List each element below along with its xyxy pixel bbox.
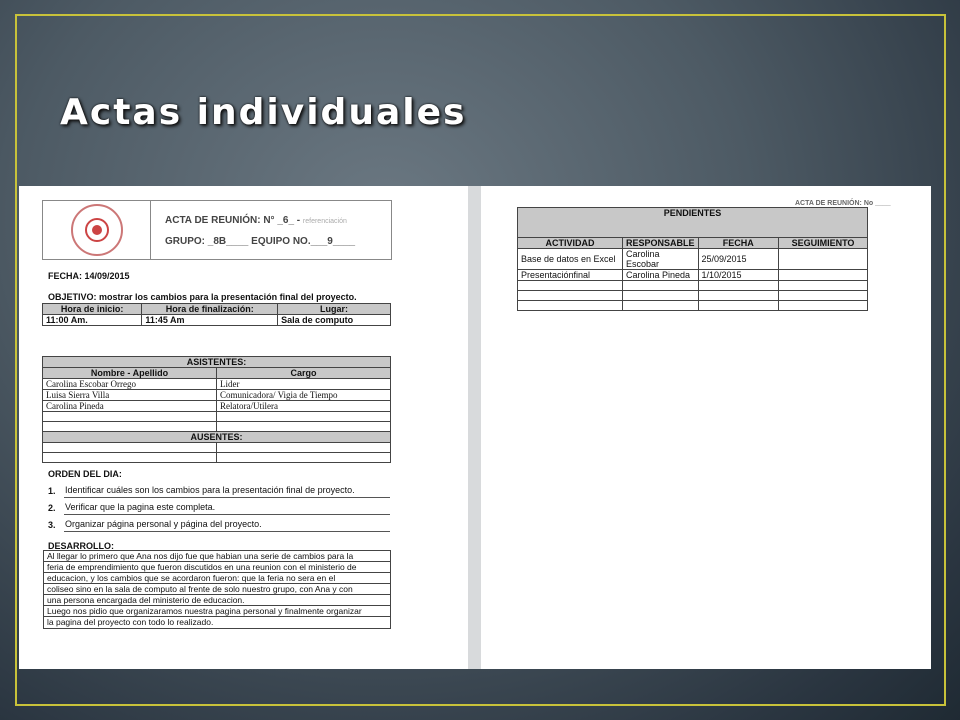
school-seal-icon: [71, 204, 123, 256]
col-fecha-header: FECHA: [698, 238, 779, 249]
seguimiento-cell: [779, 249, 868, 270]
asistente-cargo: Comunicadora/ Vigia de Tiempo: [217, 390, 391, 401]
table-row: [518, 291, 868, 301]
table-row: [43, 422, 391, 432]
asistente-name: [43, 422, 217, 432]
hora-table: [42, 303, 391, 326]
responsable-cell: Carolina Escobar: [623, 249, 699, 270]
pendientes-title: PENDIENTES: [518, 208, 868, 238]
col-actividad-header: ACTIVIDAD: [518, 238, 623, 249]
table-row: [518, 281, 868, 291]
orden-text: Identificar cuáles son los cambios para la presentación final de proyecto.: [64, 485, 390, 498]
asistente-name: [43, 412, 217, 422]
seguimiento-cell: [779, 301, 868, 311]
fecha-label: FECHA:: [48, 271, 82, 281]
desarrollo-line: Al llegar lo primero que Ana nos dijo fue que habian una serie de cambios para la: [44, 551, 390, 562]
asistente-cargo: Relatora/Utilera: [217, 401, 391, 412]
col-seguimiento-header: SEGUIMIENTO: [779, 238, 868, 249]
fecha-cell: [698, 291, 779, 301]
objetivo-line: OBJETIVO: mostrar los cambios para la presentación final del proyecto.: [48, 292, 357, 302]
table-row: [43, 453, 391, 463]
desarrollo-line: coliseo sino en la sala de computo al frente de solo nuestro grupo, con Ana y con: [44, 584, 390, 595]
slide-title: Actas individuales: [60, 92, 467, 133]
asistente-name: Carolina Escobar Orrego: [43, 379, 217, 390]
logo-cell: [43, 201, 151, 259]
lugar-value: Sala de computo: [278, 315, 391, 326]
orden-num: 2.: [48, 503, 56, 513]
asistente-name: Luisa Sierra Villa: [43, 390, 217, 401]
acta-no-label: ACTA DE REUNIÓN: No ____: [795, 200, 891, 207]
asistente-cargo: [217, 412, 391, 422]
orden-title: ORDEN DEL DIA:: [48, 469, 122, 479]
fecha-cell: 25/09/2015: [698, 249, 779, 270]
document-page-2: [481, 186, 931, 669]
table-row: [43, 443, 391, 453]
ausente-name: [43, 443, 217, 453]
desarrollo-title: DESARROLLO:: [48, 541, 114, 551]
table-row: [518, 301, 868, 311]
responsable-cell: [623, 301, 699, 311]
ausente-cargo: [217, 453, 391, 463]
orden-text: Verificar que la pagina este completa.: [64, 502, 390, 515]
col-nombre-header: Nombre - Apellido: [43, 368, 217, 379]
hora-fin-value: 11:45 Am: [142, 315, 278, 326]
table-row: [518, 249, 868, 270]
table-row: [518, 270, 868, 281]
orden-num: 3.: [48, 520, 56, 530]
hora-fin-header: Hora de finalización:: [142, 304, 278, 315]
responsable-cell: Carolina Pineda: [623, 270, 699, 281]
seguimiento-cell: [779, 291, 868, 301]
col-responsable-header: RESPONSABLE: [623, 238, 699, 249]
actividad-cell: [518, 301, 623, 311]
fecha-cell: 1/10/2015: [698, 270, 779, 281]
fecha-cell: [698, 281, 779, 291]
desarrollo-line: una persona encargada del ministerio de educacion.: [44, 595, 390, 606]
seguimiento-cell: [779, 281, 868, 291]
list-item: [48, 515, 390, 532]
list-item: [48, 481, 390, 498]
desarrollo-line: Luego nos pidio que organizaramos nuestra pagina personal y finalmente organizar: [44, 606, 390, 617]
orden-list: [48, 481, 390, 532]
actividad-cell: Base de datos en Excel: [518, 249, 623, 270]
header-text: [151, 201, 355, 259]
hora-inicio-header: Hora de inicio:: [43, 304, 142, 315]
fecha-line: [48, 271, 130, 281]
acta-number: ACTA DE REUNIÓN: N° _6_ -: [165, 215, 301, 226]
desarrollo-line: la pagina del proyecto con todo lo realizado.: [47, 617, 214, 627]
responsable-cell: [623, 291, 699, 301]
ausente-cargo: [217, 443, 391, 453]
asistente-cargo: [217, 422, 391, 432]
responsable-cell: [623, 281, 699, 291]
orden-num: 1.: [48, 486, 56, 496]
fecha-cell: [698, 301, 779, 311]
asistente-name: Carolina Pineda: [43, 401, 217, 412]
table-row: [43, 412, 391, 422]
lugar-header: Lugar:: [278, 304, 391, 315]
desarrollo-line: feria de emprendimiento que fueron discutidos en una reunion con el ministerio de: [44, 562, 390, 573]
ausente-name: [43, 453, 217, 463]
actividad-cell: Presentaciónfinal: [518, 270, 623, 281]
grupo-equipo: GRUPO: _8B____ EQUIPO NO.___9____: [165, 236, 356, 247]
document-area: [19, 186, 931, 669]
pendientes-table: [517, 207, 868, 311]
col-cargo-header: Cargo: [217, 368, 391, 379]
ausentes-title: AUSENTES:: [43, 432, 391, 443]
desarrollo-line: educacion, y los cambios que se acordaron fueron: que la feria no sera en el: [44, 573, 390, 584]
document-page-1: [19, 186, 468, 669]
fecha-value: 14/09/2015: [84, 271, 130, 281]
asistente-cargo: Lider: [217, 379, 391, 390]
actividad-cell: [518, 281, 623, 291]
asistentes-title: ASISTENTES:: [43, 357, 391, 368]
desarrollo-box: [43, 550, 391, 629]
orden-text: Organizar página personal y página del proyecto.: [64, 519, 390, 532]
table-row: [43, 390, 391, 401]
list-item: [48, 498, 390, 515]
seguimiento-cell: [779, 270, 868, 281]
table-row: [43, 401, 391, 412]
hora-inicio-value: 11:00 Am.: [43, 315, 142, 326]
table-row: [43, 379, 391, 390]
acta-type: referenciación: [302, 218, 347, 225]
actividad-cell: [518, 291, 623, 301]
asistentes-table: [42, 356, 391, 463]
acta-header: [42, 200, 392, 260]
